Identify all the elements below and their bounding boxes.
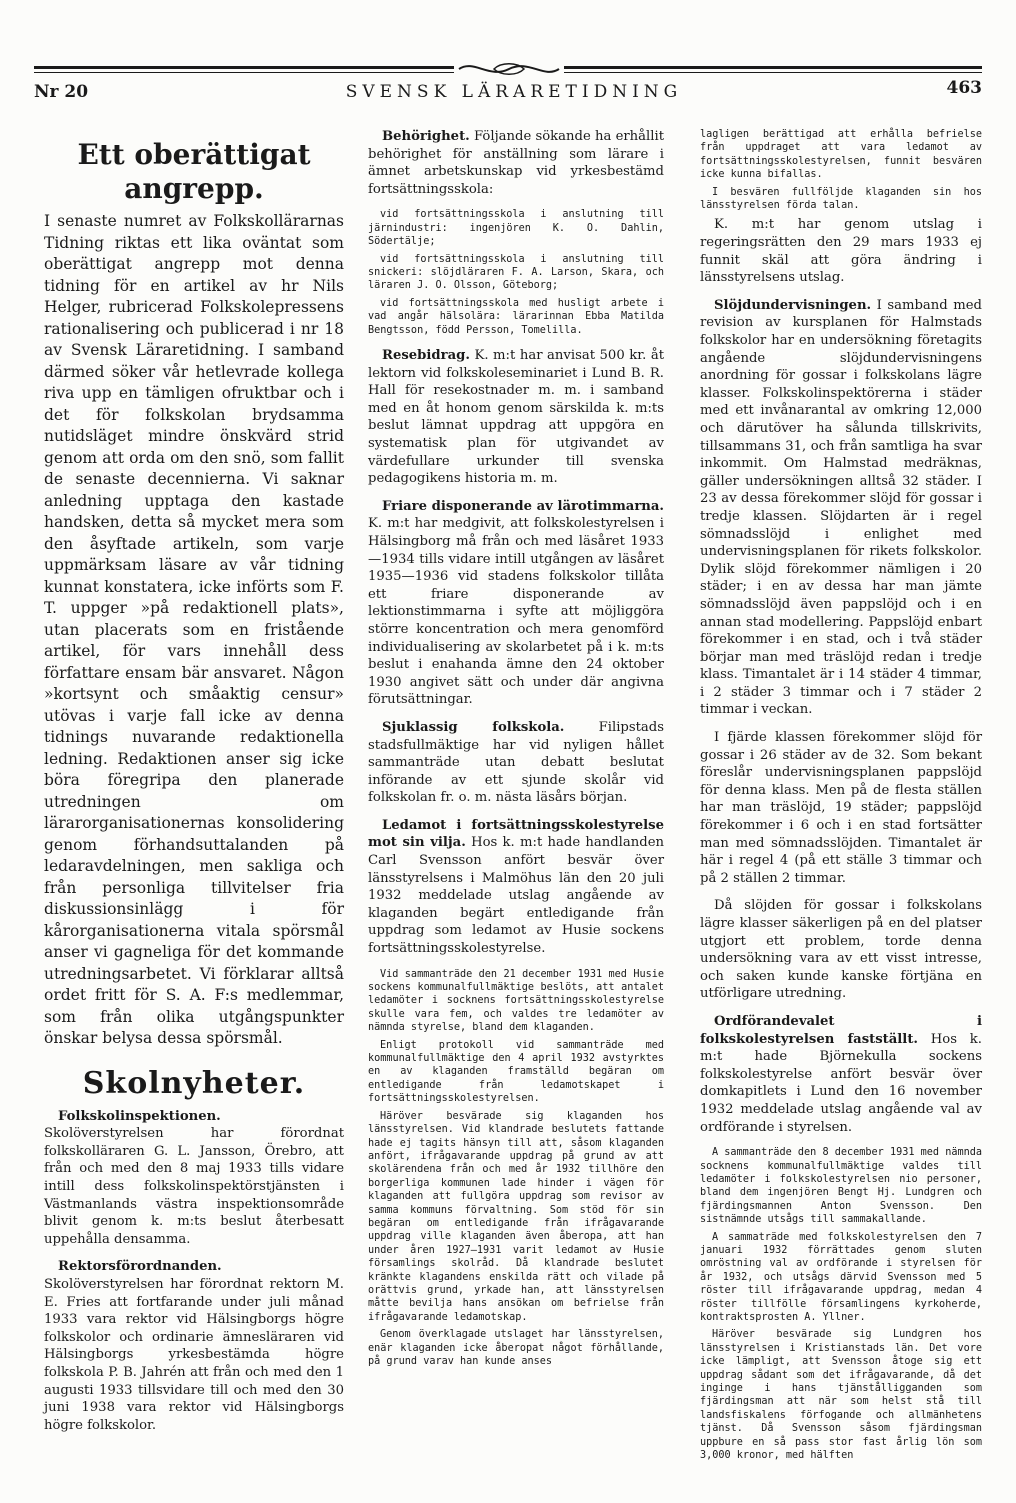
issue-number: Nr 20 [34, 82, 89, 102]
news-item: Folkskolinspektionen. Skolöverstyrelsen har förordnat folkskolläraren G. L. Jansson, Örebro, att från och med den 8 maj 1933 tills vidare intill dess folkskolinspektörstjänsten i Västmanlands västra inspektionsområde blivit genom k. m:ts beslut återbesatt uppehålla densamma. [44, 1108, 344, 1247]
news-item: Sjuklassig folkskola. Filipstads stadsfullmäktige har vid nyligen hållet sammanträde utan debatt beslutat införande av ett sjunde skolår vid folkskolan fr. o. m. nästa läsårs början. [368, 719, 664, 806]
section-title: Skolnyheter. [82, 1065, 306, 1101]
news-item: Slöjdundervisningen. I samband med revision av kursplanen för Halmstads folkskolor har en undersökning företagits angående slöjdundervisningens anordning för gossar i folkskolans lägre klasser. Folkskolinspektörerna i städer med ett invånarantal av omkring 12,000 och därutöver ha sålunda tillskrivits, tillsammans 31, och från samtliga ha svar inkommit. Om Halmstad medräknas, gäller undersökningen alltså 32 städer. I 23 av dessa förekommer slöjd för gossar i tredje klassen. Slöjdarten är i regel sömnadsslöjd i enlighet med undervisningsplanen för rikets folkskolor. Dylik slöjd förekommer nämligen i 20 städer; i en av dessa har man jämte sömnadsslöjd även pappslöjd och i en annan stad modellering. Pappslöjd enbart förekommer i en stad, och i två städer börjar man med träslöjd redan i tredje klass. Timantalet är i 14 städer 4 timmar, i 2 städer 3 timmar och i 7 städer 2 timmar i veckan. [700, 297, 982, 718]
news-detail: A sammanträde den 8 december 1931 med nämnda socknens kommunalfullmäktige valdes till ledamöter i folkskolestyrelsen nio personer, bland dem ingenjören Bengt Hj. Lundgren och fjärdingsmannen Anton Svensson. Den sistnämnde utsågs till sammakallande. [700, 1147, 982, 1226]
news-item: Friare disponerande av lärotimmarna. K. m:t har medgivit, att folkskolestyrelsen i Hälsingborg må från och med läsåret 1933—1934 tills vidare intill utgången av läsåret 1935—1936 vid stadens folkskolor tillåta ett friare disponerande av lektionstimmarna i syfte att möjliggöra större koncentration och mera genomförd individualisering av skolarbetet på i k. m:ts beslut i enahanda ämne den 24 oktober 1930 angivet sätt och under där angivna förutsättningar. [368, 498, 664, 708]
article-title: Ett oberättigat angrepp. [77, 138, 311, 205]
news-detail: Häröver besvärade sig klaganden hos länsstyrelsen. Vid klandrade beslutets fattande hade ej tagits hänsyn till att, såsom klaganden anfört, ifrågavarande uppdrag på grund av att skolärendena från och med år 1932 tillhöre den borgerliga kommunen lade hinder i vägen för klaganden att fullgöra uppdrag som revisor av samma kommuns förvaltning. Som stöd för sin begäran om entledigande från ifrågavarande uppdrag ville klaganden även åberopa, att han under åren 1927—1931 varit ledamot av Husie församlings skolråd. Då klandrade beslutet kränkte klagandens enskilda rätt och vilade på orättvis grund, yrkade han, att länsstyrelsen måtte bevilja hans ansökan om befrielse från ifrågavarande ledamotskap. [368, 1110, 664, 1323]
news-detail: Genom överklagade utslaget har länsstyrelsen, enär klaganden icke åberopat något förhållande, på grund varav han kunde anses [368, 1329, 664, 1367]
news-detail: vid fortsättningsskola med husligt arbete i vad angår hälsolära: lärarinnan Ebba Matilda Bengtsson, född Persson, Tomelilla. [368, 297, 664, 336]
news-detail: lagligen berättigad att erhålla befrielse från uppdraget att vara ledamot av fortsättningsskolestyrelsen, funnit besvären icke kunna bifallas. [700, 129, 982, 181]
news-detail: vid fortsättningsskola i anslutning till snickeri: slöjdläraren F. A. Larson, Skara, och läraren J. O. Olsson, Göteborg; [368, 253, 664, 292]
news-detail: Enligt protokoll vid sammanträde med kommunalfullmäktige den 4 april 1932 avstyrktes en av klaganden framställd begäran om entledigande från ledamotskapet i fortsättningsskolestyrelsen. [368, 1039, 664, 1105]
journal-title: SVENSK LÄRARETIDNING [345, 82, 683, 102]
news-detail: Vid sammanträde den 21 december 1931 med Husie sockens kommunalfullmäktige beslöts, att antalet ledamöter i socknens fortsättningsskolestyrelse skulle vara fem, och valdes tre ledamöter av nämnda styrelse, bland dem klaganden. [368, 968, 664, 1034]
news-detail: I besvären fullföljde klaganden sin hos länsstyrelsen förda talan. [700, 186, 982, 212]
column-2 [368, 128, 664, 1372]
news-paragraph: Då slöjden för gossar i folkskolans lägre klasser säkerligen på en del platser utgjort ett problem, torde denna undersökning vara av ett visst intresse, och saken kunde kanske förtjäna en utförligare utredning. [700, 898, 982, 1002]
news-item: Rektorsförordnanden. Skolöverstyrelsen har förordnat rektorn M. E. Fries att fortfarande under juli månad 1933 vara rektor vid Hälsingborgs högre folkskolor och ordinarie ämnesläraren vid Hälsingborgs yrkesbestämda högre folkskola P. B. Jahrén att från och med den 1 augusti 1933 tillsvidare till och med den 30 juni 1938 vara rektor vid Hälsingborgs högre folkskolor. [44, 1259, 344, 1433]
column-3 [700, 128, 982, 1466]
article-body: I senaste numret av Folkskollärarnas Tidning riktas ett lika oväntat som oberättigat angrepp mot denna tidning för en artikel av hr Nils Helger, rubricerad Folkskolepressens rationalisering och publicerad i nr 18 av Svensk Läraretidning. I samband därmed söker vår hetlevrade kollega riva upp en tämligen ofruktbar och i det för folkskolan brydsamma nutidsläget mindre önskvärd strid genom att orda om den snö, som fallit de senaste decennierna. Vi saknar anledning upptaga den kastade handsken, detta så mycket mera som den åsyftade artikeln, som varje uppmärksam läsare av vår tidning kunnat konstatera, icke införts som F. T. uppger »på redaktionell plats», utan placerats som en fristående artikel, för vars innehåll dess författare ensam bär ansvaret. Någon »kortsynt och småaktig censur» utövas i varje fall icke av denna tidnings nuvarande redaktionella ledning. Redaktionen anser sig icke böra föregripa den planerade utredningen om lärarorganisationernas konsolidering genom förhandsuttalanden på ledaravdelningen, men sakliga och från personliga tillvitelser fria diskussionsinlägg i för kårorganisationerna vitala spörsmål anser vi gagneliga för det kommande utredningsarbetet. Vi förklarar alltså ordet fritt för S. A. F:s medlemmar, som från olika utgångspunkter önskar belysa dessa spörsmål. [44, 212, 344, 1048]
news-item: Behörighet. Följande sökande ha erhållit behörighet för anställning som lärare i ämnet arbetskunskap vid yrkesbestämd fortsättningsskola: [368, 129, 664, 197]
news-item: Resebidrag. K. m:t har anvisat 500 kr. åt lektorn vid folkskoleseminariet i Lund B. R. Hall för resekostnader m. m. i samband med en åt honom genom särskilda k. m:ts beslut lämnat uppdrag att uppgöra en systematisk plan för utgivandet av värdefullare urkunder till svenska pedagogikens historia m. m. [368, 348, 664, 487]
ornament-icon [454, 54, 564, 84]
page-number: 463 [946, 78, 982, 98]
news-item: Ordförandevalet i folkskolestyrelsen fastställt. Hos k. m:t hade Björnekulla sockens folkskolestyrelse anfört besvär över domkapitlets i Lund den 16 november 1932 meddelade utslag angående val av ordförande i styrelsen. [700, 1013, 982, 1135]
news-detail: A sammaträde med folkskolestyrelsen den 7 januari 1932 förrättades genom sluten omröstning val av ordförande i styrelsen för år 1932, och utsågs därvid Svensson med 5 röster till ifrågavarande uppdrag, medan 4 röster tillfölle församlingens kyrkoherde, kontraktsprosten A. Yllner. [700, 1231, 982, 1323]
news-detail: vid fortsättningsskola i anslutning till järnindustri: ingenjören K. O. Dahlin, Södertälje; [368, 209, 664, 248]
news-paragraph: K. m:t har genom utslag i regeringsrätten den 29 mars 1933 ej funnit skäl att göra ändring i länsstyrelsens utslag. [700, 217, 982, 286]
column-1 [44, 128, 344, 1444]
news-detail: Häröver besvärade sig Lundgren hos länsstyrelsen i Kristianstads län. Det vore icke lämpligt, att Svensson åtoge sig ett uppdrag sådant som det ifrågavarande, då det inginge i hans tjänstålligganden som fjärdingsman att när som helst stå till landsfiskalens förfogande och allmänhetens tjänst. Då Svensson såsom fjärdingsman uppbure en så pass stor fast årlig lön som 3,000 kronor, med hälften [700, 1329, 982, 1462]
news-paragraph: I fjärde klassen förekommer slöjd för gossar i 26 städer av de 32. Som bekant föreslår undervisningsplanen pappslöjd för denna klass. Men på de flesta ställen har man träslöjd, 19 städer; pappslöjd förekommer i 6 och i en stad fortsätter man med sömnadsslöjden. Timantalet är här i regel 4 (på ett ställe 3 timmar och på 2 ställen 2 timmar. [700, 730, 982, 886]
news-item: Ledamot i fortsättningsskolestyrelse mot sin vilja. Hos k. m:t hade handlanden Carl Svensson anfört besvär över länsstyrelsens i Malmöhus län den 20 juli 1932 meddelade utslag angående av klaganden begärt entledigande från uppdrag som ledamot av Husie sockens fortsättningsskolestyrelse. [368, 817, 664, 957]
page-header [34, 52, 982, 122]
